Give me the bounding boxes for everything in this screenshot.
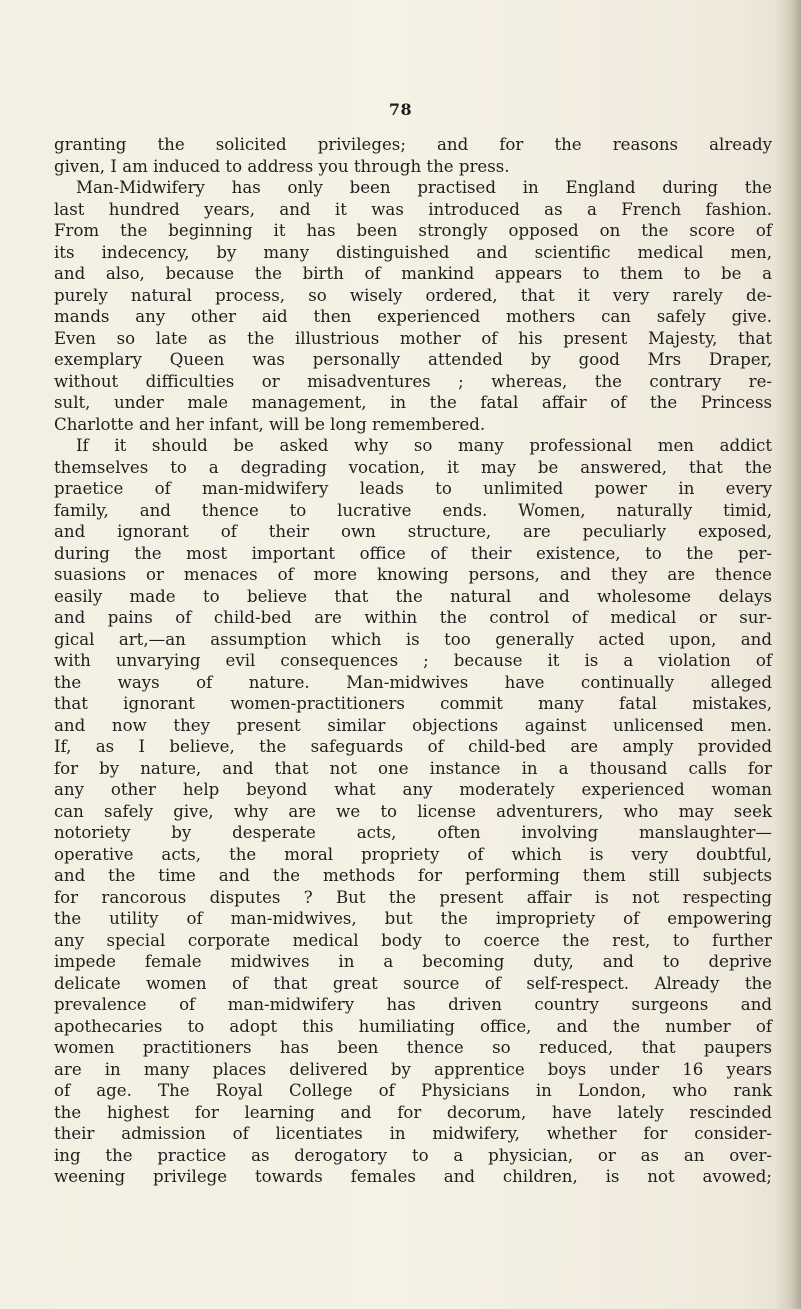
text-line: granting the solicited privileges; and for the reasons already <box>54 135 772 154</box>
text-line: apothecaries to adopt this humiliating office, and the number of <box>54 1016 772 1036</box>
text-line: for by nature, and that not one instance in a thousand calls for <box>54 758 772 778</box>
text-line: themselves to a degrading vocation, it may be answered, that the <box>54 457 772 477</box>
body-text <box>54 134 772 1188</box>
text-line: that ignorant women-practitioners commit many fatal mistakes, <box>54 694 772 713</box>
text-line: the highest for learning and for decorum, have lately rescinded <box>54 1102 772 1122</box>
text-line: during the most important office of their existence, to the per- <box>54 543 772 563</box>
text-line: praetice of man-midwifery leads to unlimited power in every <box>54 479 772 498</box>
text-line: of age. The Royal College of Physicians in London, who rank <box>54 1081 772 1100</box>
text-line: the utility of man-midwives, but the impropriety of empowering <box>54 909 772 928</box>
text-line: purely natural process, so wisely ordered, that it very rarely de- <box>54 285 772 305</box>
text-line: given, I am induced to address you through the press. <box>54 156 510 176</box>
text-line: easily made to believe that the natural and wholesome delays <box>54 586 772 606</box>
text-line: mands any other aid then experienced mothers can safely give. <box>54 307 772 326</box>
text-line: and now they present similar objections against unlicensed men. <box>54 715 772 735</box>
text-line: impede female midwives in a becoming duty, and to deprive <box>54 952 772 971</box>
text-line: any special corporate medical body to coerce the rest, to further <box>54 930 772 950</box>
text-line: Charlotte and her infant, will be long remembered. <box>54 414 486 434</box>
text-line: their admission of licentiates in midwifery, whether for consider- <box>54 1124 772 1143</box>
text-line: without difficulties or misadventures ; whereas, the contrary re- <box>54 371 772 391</box>
text-line: suasions or menaces of more knowing persons, and they are thence <box>54 565 772 584</box>
text-line: ing the practice as derogatory to a physician, or as an over- <box>54 1145 772 1165</box>
text-line: family, and thence to lucrative ends. Women, naturally timid, <box>54 500 772 520</box>
text-line: are in many places delivered by apprentice boys under 16 years <box>54 1059 772 1079</box>
page-edge-shadow <box>775 0 801 1309</box>
text-line: last hundred years, and it was introduced as a French fashion. <box>54 199 772 219</box>
text-line: and also, because the birth of mankind appears to them to be a <box>54 264 772 283</box>
text-line: for rancorous disputes ? But the present affair is not respecting <box>54 887 772 907</box>
text-line: From the beginning it has been strongly opposed on the score of <box>54 221 772 240</box>
text-line: prevalence of man-midwifery has driven country surgeons and <box>54 995 772 1014</box>
text-line: and the time and the methods for performing them still subjects <box>54 866 772 885</box>
text-line: delicate women of that great source of self-respect. Already the <box>54 973 772 993</box>
text-line: Even so late as the illustrious mother of his present Majesty, that <box>54 328 772 348</box>
page-number: 78 <box>388 100 413 119</box>
text-line: notoriety by desperate acts, often involving manslaughter— <box>54 823 772 842</box>
text-line: and pains of child-bed are within the control of medical or sur- <box>54 608 772 627</box>
text-line: its indecency, by many distinguished and scientific medical men, <box>54 242 772 262</box>
text-line: weening privilege towards females and children, is not avowed; <box>54 1167 772 1186</box>
text-line: sult, under male management, in the fatal affair of the Princess <box>54 393 772 412</box>
text-line: gical art,—an assumption which is too generally acted upon, and <box>54 629 772 649</box>
text-line: exemplary Queen was personally attended by good Mrs Draper, <box>54 350 772 369</box>
text-line: can safely give, why are we to license adventurers, who may seek <box>54 801 772 821</box>
text-line: with unvarying evil consequences ; because it is a violation of <box>54 651 772 670</box>
text-line: any other help beyond what any moderately experienced woman <box>54 780 772 799</box>
text-line: the ways of nature. Man-midwives have continually alleged <box>54 672 772 692</box>
text-line: Man-Midwifery has only been practised in England during the <box>76 178 772 197</box>
text-line: women practitioners has been thence so reduced, that paupers <box>54 1038 772 1057</box>
text-line: If it should be asked why so many professional men addict <box>76 436 772 455</box>
text-line: If, as I believe, the safeguards of child-bed are amply provided <box>54 737 772 756</box>
text-line: operative acts, the moral propriety of which is very doubtful, <box>54 844 772 864</box>
text-line: and ignorant of their own structure, are peculiarly exposed, <box>54 522 772 541</box>
